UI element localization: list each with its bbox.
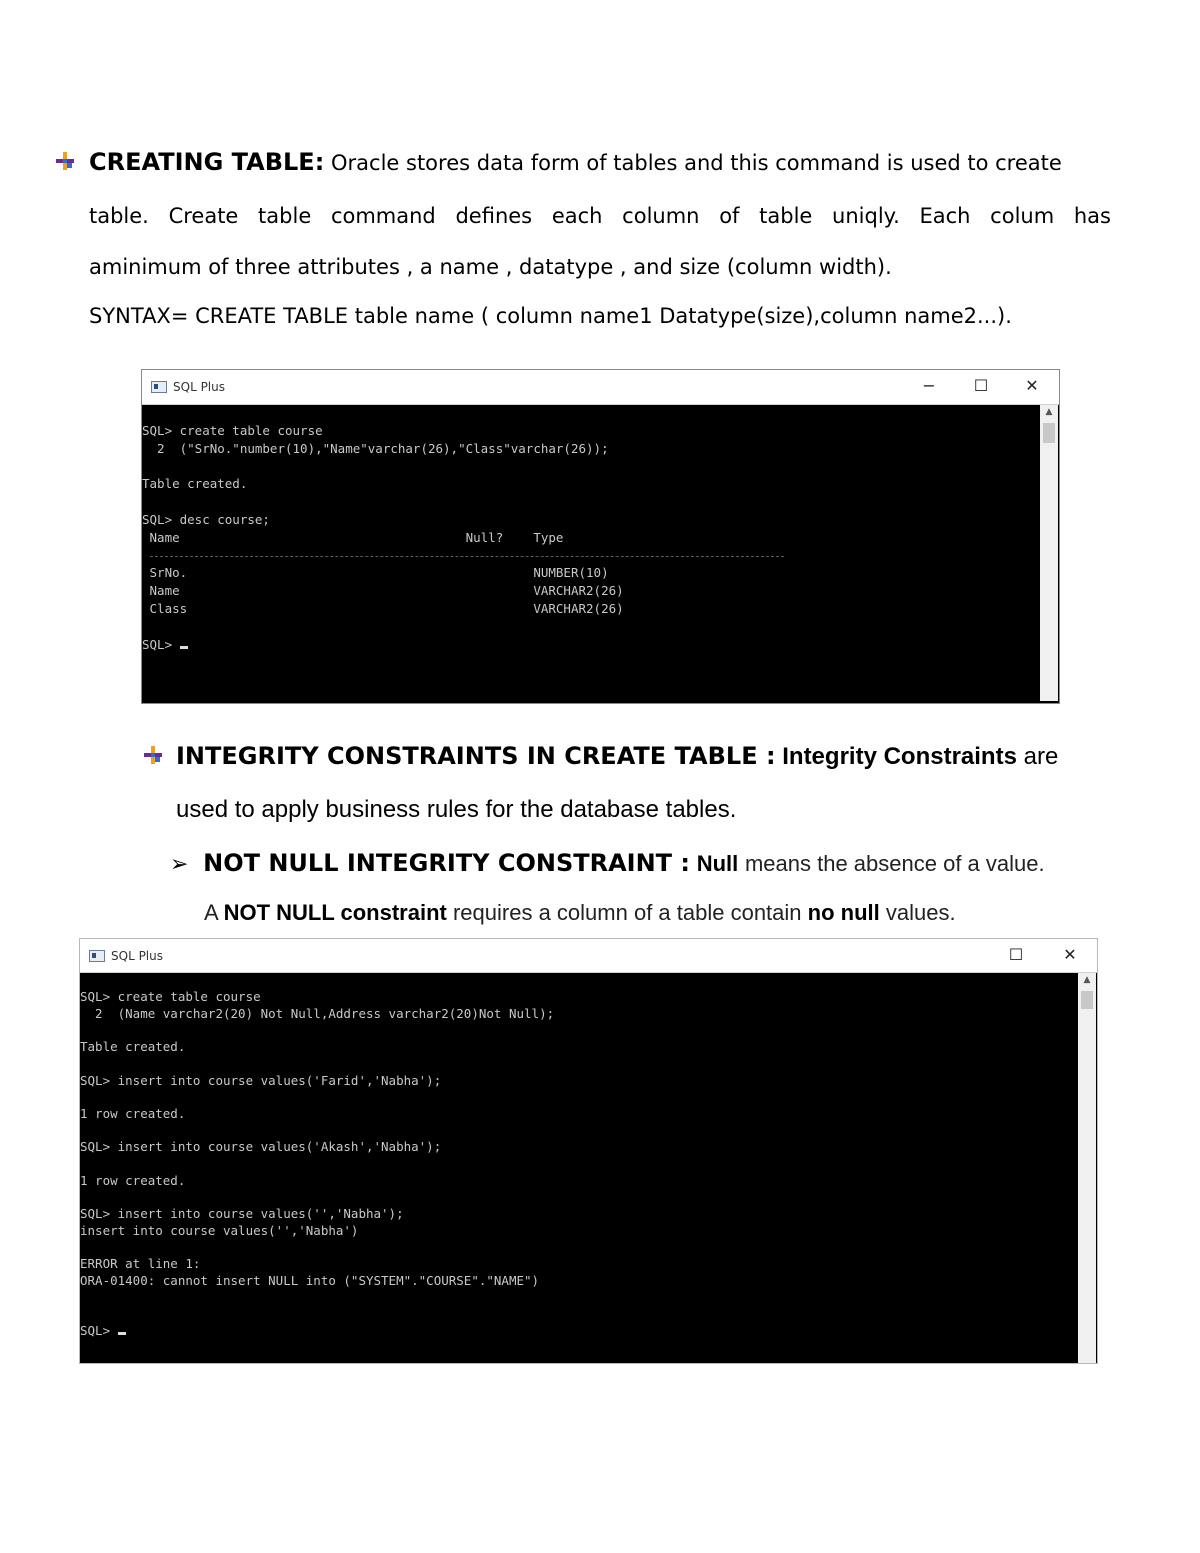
bullet-icon: [143, 745, 163, 765]
section2-heading: INTEGRITY CONSTRAINTS IN CREATE TABLE :: [176, 742, 776, 770]
scroll-up-icon[interactable]: ▲: [1083, 975, 1091, 985]
section2-line1: [176, 744, 1058, 769]
section2-line1-tail: are: [1023, 743, 1059, 770]
console-line: [80, 1290, 554, 1307]
console-line: insert into course values('','Nabha'): [80, 1222, 359, 1238]
section3-text-d: no null: [807, 900, 880, 925]
console-line: SQL> insert into course values('Farid','Nabha');: [80, 1072, 442, 1088]
console-area[interactable]: [80, 973, 1078, 1363]
section1-heading: CREATING TABLE:: [89, 148, 325, 176]
section3-line1: [170, 851, 1045, 876]
section3-text-a: A: [204, 900, 218, 925]
console-line: [80, 1089, 554, 1106]
console-line: [80, 1189, 554, 1206]
console-line: [80, 1156, 554, 1173]
minimize-button[interactable]: −: [922, 376, 936, 395]
console-line: [142, 493, 624, 511]
console-line: [80, 1240, 554, 1257]
console-line: 1 row created.: [80, 1172, 186, 1188]
section1-syntax: SYNTAX= CREATE TABLE table name ( column name1 Datatype(size),column name2...).: [89, 304, 1012, 328]
close-button[interactable]: ✕: [1025, 376, 1039, 395]
window-title: SQL Plus: [111, 949, 163, 963]
console-area[interactable]: [142, 405, 1040, 701]
console-line: Class VARCHAR2(26): [142, 600, 624, 616]
console-line: SQL>: [80, 1323, 554, 1340]
section2-line2: used to apply business rules for the database tables.: [176, 796, 737, 823]
scrollbar[interactable]: [1040, 405, 1058, 701]
window-title: SQL Plus: [173, 380, 225, 394]
console-line: [80, 1123, 554, 1140]
section3-heading: NOT NULL INTEGRITY CONSTRAINT :: [203, 849, 691, 877]
window-titlebar: [142, 370, 1059, 405]
console-line: Name Null? Type: [142, 529, 564, 545]
console-line: [142, 618, 624, 636]
console-line: [142, 458, 624, 476]
console-window-icon: [151, 381, 167, 393]
scroll-up-icon[interactable]: ▲: [1045, 407, 1053, 417]
bullet-icon: [55, 151, 75, 171]
console-line: ORA-01400: cannot insert NULL into ("SYSTEM"."COURSE"."NAME"): [80, 1272, 540, 1288]
console-line: SQL> insert into course values('','Nabha');: [80, 1206, 404, 1222]
section1-line2: table. Create table command defines each column of table uniqly. Each colum has: [89, 204, 1111, 228]
console-line: 2 (Name varchar2(20) Not Null,Address varchar2(20)Not Null);: [80, 1005, 555, 1021]
console-line: [80, 1056, 554, 1073]
console-line: Table created.: [142, 476, 248, 492]
arrow-bullet-icon: ➢: [170, 852, 189, 877]
window-titlebar: [80, 939, 1097, 973]
header-separator: [150, 556, 784, 557]
text-cursor: [180, 646, 188, 649]
maximize-button[interactable]: ☐: [1008, 945, 1024, 964]
section3-null-word: Null: [696, 851, 739, 876]
console-line: SQL>: [142, 636, 624, 654]
section1-line1-text: Oracle stores data form of tables and this command is used to create: [331, 151, 1062, 175]
console-line: [80, 1306, 554, 1323]
console-output: [80, 989, 554, 1340]
sqlplus-window-1: [141, 369, 1060, 704]
console-output: [142, 422, 624, 653]
console-line: ERROR at line 1:: [80, 1256, 201, 1272]
maximize-button[interactable]: ☐: [973, 376, 989, 395]
console-line: 1 row created.: [80, 1105, 186, 1121]
console-window-icon: [89, 950, 105, 962]
text-cursor: [118, 1332, 126, 1335]
console-line: Name VARCHAR2(26): [142, 583, 624, 599]
section3-line2: [204, 902, 956, 924]
scrollbar-thumb[interactable]: [1081, 991, 1093, 1009]
console-line: [80, 1022, 554, 1039]
section3-line1-tail: means the absence of a value.: [744, 851, 1045, 876]
console-line: SQL> desc course;: [142, 511, 270, 527]
console-line: 2 ("SrNo."number(10),"Name"varchar(26),"Class"varchar(26));: [142, 440, 609, 456]
sqlplus-window-2: [79, 938, 1098, 1364]
section2-bold-phrase: Integrity Constraints: [782, 743, 1017, 770]
section1-line3: aminimum of three attributes , a name , datatype , and size (column width).: [89, 255, 892, 279]
console-line: SrNo. NUMBER(10): [142, 565, 609, 581]
scrollbar-thumb[interactable]: [1043, 423, 1055, 443]
console-line: SQL> create table course: [80, 989, 261, 1004]
close-button[interactable]: ✕: [1063, 945, 1077, 964]
section1-line1: [89, 150, 1062, 174]
section3-text-c: requires a column of a table contain: [452, 900, 802, 925]
console-line: Table created.: [80, 1039, 186, 1055]
scrollbar[interactable]: [1078, 973, 1096, 1363]
section3-text-e: values.: [885, 900, 956, 925]
section3-text-b: NOT NULL constraint: [223, 900, 447, 925]
console-line: SQL> insert into course values('Akash','Nabha');: [80, 1139, 442, 1155]
console-line: SQL> create table course: [142, 423, 323, 438]
